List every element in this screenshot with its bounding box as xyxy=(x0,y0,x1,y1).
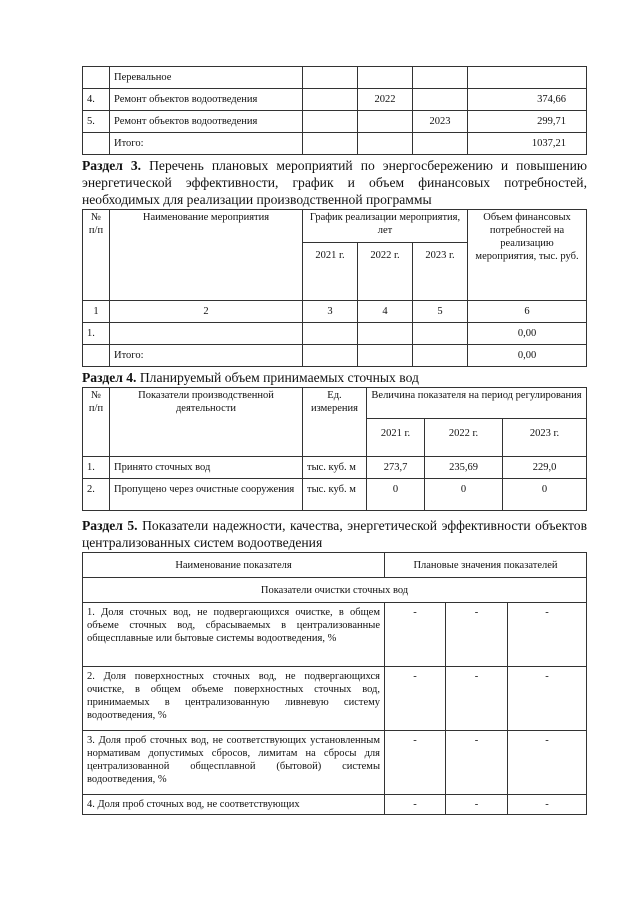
row-sum: 299,71 xyxy=(468,111,587,133)
col-indicator-header: Показатели производственной деятельности xyxy=(110,388,303,457)
total-label: Итого: xyxy=(110,345,303,367)
investment-row xyxy=(83,111,587,133)
row-sum: 374,66 xyxy=(468,89,587,111)
row-name: Итого: xyxy=(110,133,303,155)
row-name: Перевальное xyxy=(110,67,303,89)
plan-value-2021: - xyxy=(385,795,446,815)
table-row xyxy=(83,457,587,479)
row-year-2023 xyxy=(413,133,468,155)
row-year-2022: 2022 xyxy=(358,89,413,111)
section-4-text: Планируемый объем принимаемых сточных вод xyxy=(139,370,419,385)
col-schedule-header: График реализации мероприятия, лет xyxy=(303,210,468,243)
section-5-heading xyxy=(82,517,587,551)
plan-value-2023: - xyxy=(508,795,587,815)
indicator-row xyxy=(83,603,587,667)
section-5-label: Раздел 5. xyxy=(82,518,138,533)
row-year-2021 xyxy=(303,111,358,133)
document-page xyxy=(82,66,587,815)
index-cell: 1 xyxy=(83,301,110,323)
index-cell: 6 xyxy=(468,301,587,323)
indicator-row xyxy=(83,731,587,795)
col-value-header: Величина показателя на период регулирования xyxy=(367,388,587,419)
row-sum xyxy=(468,67,587,89)
row-num: 4. xyxy=(83,89,110,111)
section-4-heading xyxy=(82,369,587,386)
col-volume-header: Объем финансовых потребностей на реализацию мероприятия, тыс. руб. xyxy=(468,210,587,301)
plan-value-2022: - xyxy=(446,795,508,815)
col-2022-header: 2022 г. xyxy=(425,419,503,457)
index-cell: 4 xyxy=(358,301,413,323)
row-year-2021 xyxy=(303,133,358,155)
row-unit: тыс. куб. м xyxy=(303,457,367,479)
col-num-header: № п/п xyxy=(83,388,110,457)
table-row xyxy=(83,479,587,511)
col-2022-header: 2022 г. xyxy=(358,243,413,301)
section-3-label: Раздел 3. xyxy=(82,158,142,173)
investment-row xyxy=(83,89,587,111)
plan-value-2021: - xyxy=(385,667,446,731)
row-num xyxy=(83,133,110,155)
plan-value-2022: - xyxy=(446,667,508,731)
row-year-2022 xyxy=(358,133,413,155)
row-sum: 1037,21 xyxy=(468,133,587,155)
indicator-text: 1. Доля сточных вод, не подвергающихся очистке, в общем объеме сточных вод, сбрасываемых в централизованные общесплавные или бытовые системы водоотведения, % xyxy=(83,603,385,667)
row-year-2023: 2023 xyxy=(413,111,468,133)
row-year-2023 xyxy=(413,89,468,111)
investment-table xyxy=(82,66,587,155)
index-cell: 2 xyxy=(110,301,303,323)
investment-row xyxy=(83,67,587,89)
row-indicator: Принято сточных вод xyxy=(110,457,303,479)
row-value-2023: 0 xyxy=(503,479,587,511)
row-value-2021: 0 xyxy=(367,479,425,511)
row-num: 1. xyxy=(83,457,110,479)
row-value-2022: 235,69 xyxy=(425,457,503,479)
section-3-text: Перечень плановых мероприятий по энергосбережению и повышению энергетической эффективности, график и объем финансовых потребностей, необходимых для реализации производственной программы xyxy=(82,158,587,207)
indicator-row xyxy=(83,795,587,815)
energy-measures-table xyxy=(82,209,587,367)
row-year-2021 xyxy=(303,89,358,111)
investment-table-body xyxy=(83,67,587,155)
col-num-header: № п/п xyxy=(83,210,110,301)
indicator-text: 3. Доля проб сточных вод, не соответствующих установленным нормативам допустимых сбросов, лимитам на сбросы для централизованной общесплавной (бытовой) системы водоотведения, % xyxy=(83,731,385,795)
plan-value-2023: - xyxy=(508,667,587,731)
reliability-indicators-table xyxy=(82,552,587,815)
plan-value-2022: - xyxy=(446,603,508,667)
wastewater-volume-table xyxy=(82,387,587,511)
row-value-2023: 229,0 xyxy=(503,457,587,479)
col-measure-header: Наименование мероприятия xyxy=(110,210,303,301)
total-sum: 0,00 xyxy=(468,345,587,367)
row-num: 1. xyxy=(83,323,110,345)
reliability-indicators-body xyxy=(83,603,587,815)
wastewater-volume-body xyxy=(83,457,587,511)
col-2023-header: 2023 г. xyxy=(503,419,587,457)
row-year-2023 xyxy=(413,67,468,89)
plan-value-2023: - xyxy=(508,603,587,667)
col-indicator-name-header: Наименование показателя xyxy=(83,553,385,578)
col-unit-header: Ед. измерения xyxy=(303,388,367,457)
row-value-2022: 0 xyxy=(425,479,503,511)
index-cell: 3 xyxy=(303,301,358,323)
row-year-2022 xyxy=(358,67,413,89)
row-unit: тыс. куб. м xyxy=(303,479,367,511)
plan-value-2023: - xyxy=(508,731,587,795)
plan-value-2021: - xyxy=(385,603,446,667)
plan-value-2021: - xyxy=(385,731,446,795)
indicator-text: 2. Доля поверхностных сточных вод, не подвергающихся очистке, в общем объеме поверхностных сточных вод, принимаемых в централизованную ливневую систему водоотведения, % xyxy=(83,667,385,731)
row-sum: 0,00 xyxy=(468,323,587,345)
row-num: 2. xyxy=(83,479,110,511)
section-4-label: Раздел 4. xyxy=(82,370,137,385)
col-2023-header: 2023 г. xyxy=(413,243,468,301)
row-name: Ремонт объектов водоотведения xyxy=(110,111,303,133)
plan-value-2022: - xyxy=(446,731,508,795)
row-value-2021: 273,7 xyxy=(367,457,425,479)
indicator-row xyxy=(83,667,587,731)
investment-row xyxy=(83,133,587,155)
section-3-heading xyxy=(82,157,587,208)
row-indicator: Пропущено через очистные сооружения xyxy=(110,479,303,511)
row-num: 5. xyxy=(83,111,110,133)
col-2021-header: 2021 г. xyxy=(367,419,425,457)
indicator-text: 4. Доля проб сточных вод, не соответствующих xyxy=(83,795,385,815)
section-5-text: Показатели надежности, качества, энергетической эффективности объектов централизованных систем водоотведения xyxy=(82,518,587,550)
row-year-2021 xyxy=(303,67,358,89)
row-year-2022 xyxy=(358,111,413,133)
row-num xyxy=(83,67,110,89)
index-cell: 5 xyxy=(413,301,468,323)
row-name: Ремонт объектов водоотведения xyxy=(110,89,303,111)
col-2021-header: 2021 г. xyxy=(303,243,358,301)
col-plan-header: Плановые значения показателей xyxy=(385,553,587,578)
group-header: Показатели очистки сточных вод xyxy=(83,578,587,603)
